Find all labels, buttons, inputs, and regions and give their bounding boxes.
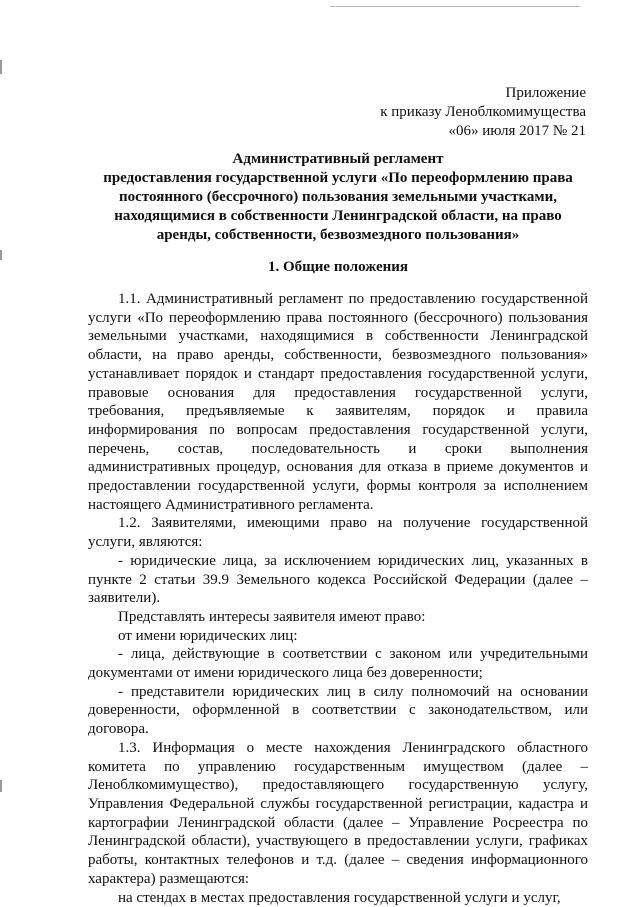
list-item: - юридические лица, за исключением юридических лиц, указанных в пункте 2 статьи 39.9 Земельного кодекса Российской Федерации (далее – заявители). bbox=[88, 552, 588, 608]
appendix-date: «06» июля 2017 № 21 bbox=[380, 122, 586, 141]
paragraph-text: от имени юридических лиц: bbox=[88, 627, 588, 646]
title-line: постоянного (бессрочного) пользования земельными участками, bbox=[88, 188, 588, 207]
section-body bbox=[88, 290, 588, 907]
scan-edge-mark bbox=[0, 60, 2, 74]
paragraph-1-1: 1.1. Административный регламент по предоставлению государственной услуги «По переоформлению права постоянного (бессрочного) пользования земельными участками, находящимися в собственности Ленинградской области, на право аренды, собственности, безвозмездного пользования» устанавливает порядок и стандарт предоставления государственной услуги, правовые основания для предоставления государственной услуги, требования, предъявляемые к заявителям, порядок и правила информирования по вопросам предоставления государственной услуги, перечень, состав, последовательность и сроки выполнения административных процедур, основания для отказа в приеме документов и предоставлении государственной услуги, формы контроля за исполнением настоящего Административного регламента. bbox=[88, 290, 588, 514]
appendix-block bbox=[380, 84, 586, 141]
paragraph-1-2: 1.2. Заявителями, имеющими право на получение государственной услуги, являются: bbox=[88, 514, 588, 551]
scan-edge-mark bbox=[0, 780, 2, 792]
scan-edge-mark bbox=[0, 250, 2, 260]
scan-artifact-line bbox=[330, 6, 580, 7]
document-title bbox=[88, 150, 588, 245]
title-line: предоставления государственной услуги «По переоформлению права bbox=[88, 169, 588, 188]
appendix-label: Приложение bbox=[380, 84, 586, 103]
title-line: находящимися в собственности Ленинградской области, на право bbox=[88, 207, 588, 226]
section-heading: 1. Общие положения bbox=[88, 258, 588, 277]
appendix-order: к приказу Леноблкомимущества bbox=[380, 103, 586, 122]
paragraph-text: Представлять интересы заявителя имеют право: bbox=[88, 608, 588, 627]
list-item: - представители юридических лиц в силу полномочий на основании доверенности, оформленной в соответствии с законодательством, или договора. bbox=[88, 683, 588, 739]
title-line: аренды, собственности, безвозмездного пользования» bbox=[88, 226, 588, 245]
list-item: - лица, действующие в соответствии с законом или учредительными документами от имени юридического лица без доверенности; bbox=[88, 645, 588, 682]
paragraph-text: на стендах в местах предоставления государственной услуги и услуг, bbox=[88, 889, 588, 907]
paragraph-1-3: 1.3. Информация о месте нахождения Ленинградского областного комитета по управлению государственным имуществом (далее – Леноблкомимущество), предоставляющего государственную услугу, Управления Федеральной службы государственной регистрации, кадастра и картографии Ленинградской области (далее – Управление Росреестра по Ленинградской области), участвующего в предоставлении услуги, графиках работы, контактных телефонов и т.д. (далее – сведения информационного характера) размещаются: bbox=[88, 739, 588, 889]
title-line: Административный регламент bbox=[88, 150, 588, 169]
